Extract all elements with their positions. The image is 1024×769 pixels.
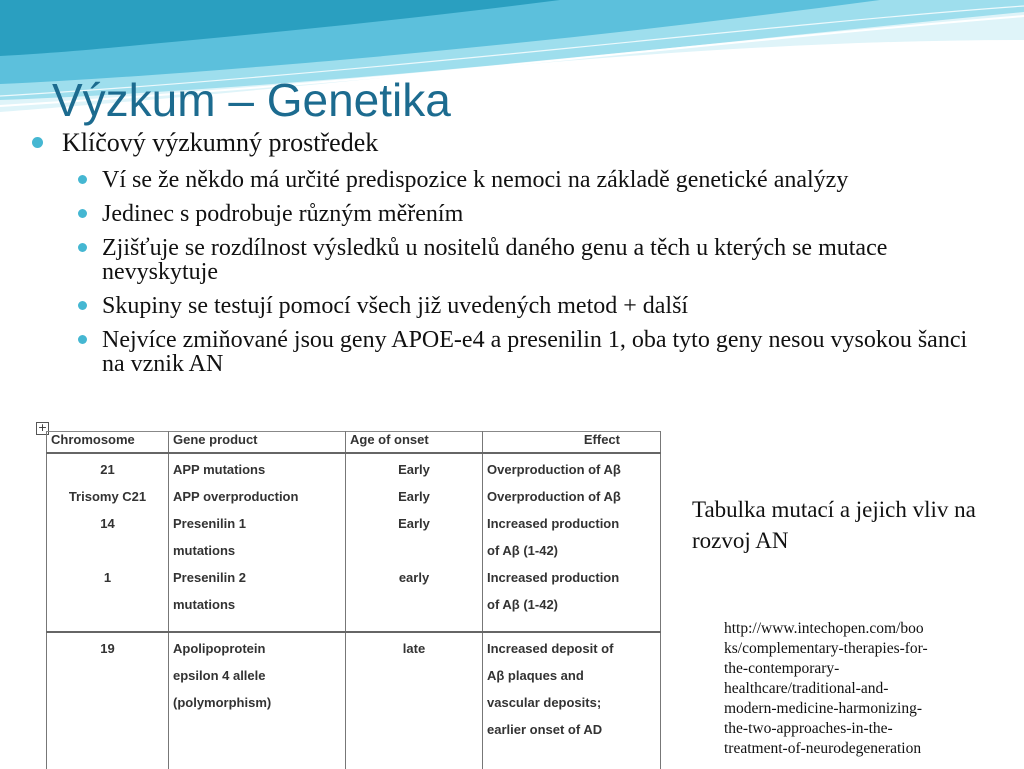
cell-effect: Overproduction of Aβ Overproduction of Aβ Increased production of Aβ (1-42) Increased production of Aβ (1-42) xyxy=(483,453,661,632)
gene-mutation-table xyxy=(46,431,661,769)
table-row xyxy=(47,632,661,769)
sub-bullet-text: Zjišťuje se rozdílnost výsledků u nositelů daného genu a těch u kterých se mutace nevyskytuje xyxy=(102,235,888,285)
sub-bullet-list xyxy=(74,168,990,376)
sub-bullet-text: Ví se že někdo má určité predispozice k nemoci na základě genetické analýzy xyxy=(102,167,849,193)
bullet-dot-icon xyxy=(78,209,87,218)
table-caption: Tabulka mutací a jejich vliv na rozvoj AN xyxy=(692,497,976,553)
table-row xyxy=(47,453,661,632)
header-effect: Effect xyxy=(483,432,661,454)
sub-bullet-text: Skupiny se testují pomocí všech již uvedených metod + další xyxy=(102,293,689,319)
bullet-dot-icon xyxy=(32,137,43,148)
source-url[interactable] xyxy=(724,619,1014,759)
sub-bullet xyxy=(74,294,990,318)
slide-title: Výzkum – Genetika xyxy=(52,74,451,126)
cell-chromosome: 19 xyxy=(47,632,169,769)
cell-age-of-onset: Early Early Early early xyxy=(346,453,483,632)
bullet-main xyxy=(30,128,990,158)
cell-chromosome: 21 Trisomy C21 14 1 xyxy=(47,453,169,632)
header-chromosome: Chromosome xyxy=(47,432,169,454)
cell-gene-product: APP mutations APP overproduction Presenilin 1 mutations Presenilin 2 mutations xyxy=(169,453,346,632)
header-gene-product: Gene product xyxy=(169,432,346,454)
bullet-dot-icon xyxy=(78,301,87,310)
source-url-line: the-two-approaches-in-the- xyxy=(724,720,893,737)
source-url-line: the-contemporary- xyxy=(724,660,840,677)
bullet-list xyxy=(30,128,990,376)
cell-effect: Increased deposit of Aβ plaques and vascular deposits; earlier onset of AD xyxy=(483,632,661,769)
cell-gene-product: Apolipoprotein epsilon 4 allele (polymorphism) xyxy=(169,632,346,769)
sub-bullet-text: Jedinec s podrobuje různým měřením xyxy=(102,201,464,227)
bullet-dot-icon xyxy=(78,175,87,184)
header-age-of-onset: Age of onset xyxy=(346,432,483,454)
source-url-line: treatment-of-neurodegeneration xyxy=(724,740,922,757)
source-url-line: ks/complementary-therapies-for- xyxy=(724,640,928,657)
cell-age-of-onset: late xyxy=(346,632,483,769)
sub-bullet xyxy=(74,202,990,226)
bullet-main-text: Klíčový výzkumný prostředek xyxy=(62,128,379,157)
table-header-row xyxy=(47,432,661,454)
source-url-line: modern-medicine-harmonizing- xyxy=(724,700,922,717)
sub-bullet xyxy=(74,328,990,376)
sub-bullet-text: Nejvíce zmiňované jsou geny APOE-e4 a presenilin 1, oba tyto geny nesou vysokou šanci na vznik AN xyxy=(102,327,968,377)
sub-bullet xyxy=(74,236,990,284)
table-move-handle-icon[interactable]: + xyxy=(37,421,48,434)
bullet-dot-icon xyxy=(78,335,87,344)
sub-bullet xyxy=(74,168,990,192)
bullet-dot-icon xyxy=(78,243,87,252)
source-url-line: healthcare/traditional-and- xyxy=(724,680,889,697)
source-url-line: http://www.intechopen.com/boo xyxy=(724,620,924,637)
